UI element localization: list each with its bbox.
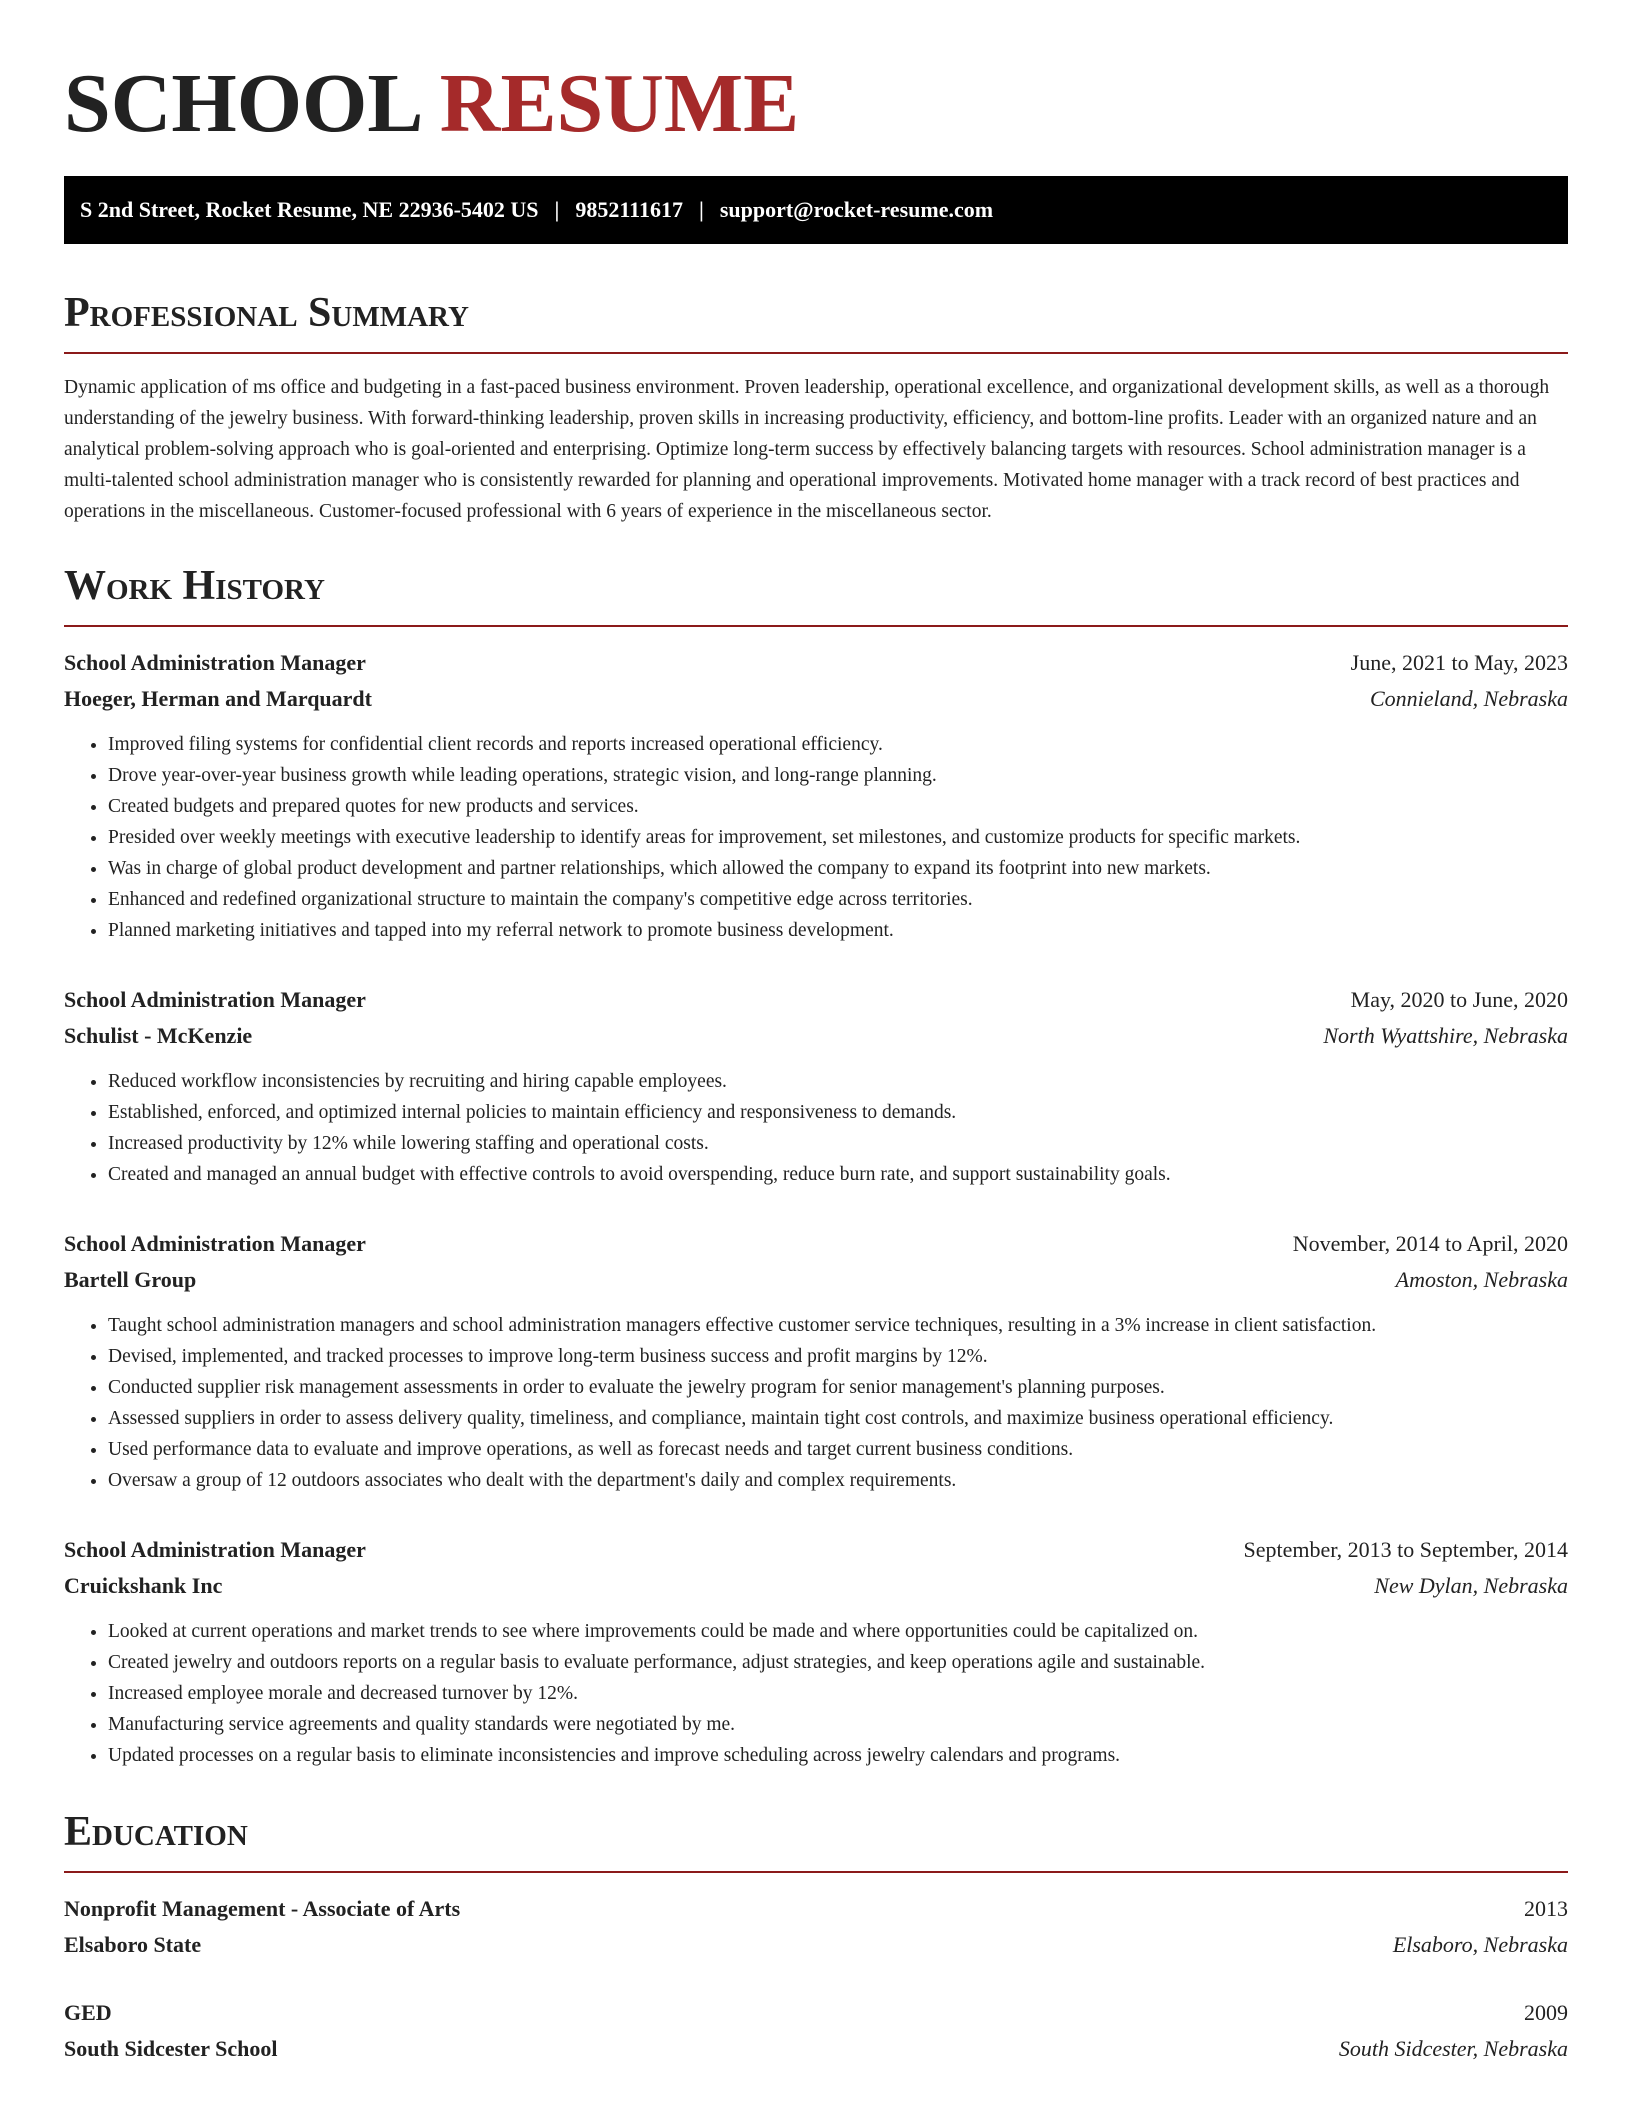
section-divider: [64, 625, 1568, 627]
title-first-word: SCHOOL: [64, 57, 419, 150]
job-bullet-item: • Devised, implemented, and tracked processes to improve long-term business success and profit margins by 12%.: [108, 1341, 1568, 1372]
job-header-row: [64, 645, 1568, 681]
job-bullet-item: • Created and managed an annual budget with effective controls to avoid overspending, reduce burn rate, and support sustainability goals.: [108, 1159, 1568, 1190]
summary-text: Dynamic application of ms office and budgeting in a fast-paced business environment. Proven leadership, operational excellence, and organizational development skills, as well as a thorough understanding of the jewelry business. With forward-thinking leadership, proven skills in increasing productivity, efficiency, and bottom-line profits. Leader with an organized nature and an analytical problem-solving approach who is goal-oriented and enterprising. Optimize long-term success by effectively balancing targets with resources. School administration manager is a multi-talented school administration manager who is consistently rewarded for planning and operational improvements. Motivated home manager with a track record of best practices and operations in the miscellaneous. Customer-focused professional with 6 years of experience in the miscellaneous sector.: [64, 377, 1550, 522]
job-bullet-item: • Manufacturing service agreements and quality standards were negotiated by me.: [108, 1709, 1568, 1740]
education-heading: Education: [64, 1809, 248, 1855]
education-location: Elsaboro, Nebraska: [1392, 1932, 1568, 1957]
job-company-row: [64, 1262, 1568, 1298]
job-bullet-item: • Updated processes on a regular basis to eliminate inconsistencies and improve scheduling across jewelry calendars and programs.: [108, 1740, 1568, 1771]
job-location: North Wyattshire, Nebraska: [1323, 1023, 1568, 1048]
job-bullet-item: • Enhanced and redefined organizational structure to maintain the company's competitive edge across territories.: [108, 884, 1568, 915]
job-bullet-item: • Established, enforced, and optimized internal policies to maintain efficiency and responsiveness to demands.: [108, 1097, 1568, 1128]
summary-heading: Professional Summary: [64, 290, 469, 336]
job-bullets: [64, 1616, 1568, 1771]
work-history-heading: Work History: [64, 563, 325, 609]
job-company: Hoeger, Herman and Marquardt: [64, 686, 372, 711]
education-school-row: [64, 2031, 1568, 2067]
education-list: [64, 1891, 1568, 2067]
job-dates: November, 2014 to April, 2020: [1292, 1231, 1568, 1256]
title-second-word: RESUME: [439, 57, 800, 150]
job-bullet-item: • Oversaw a group of 12 outdoors associates who dealt with the department's daily and complex requirements.: [108, 1465, 1568, 1496]
job-bullet-item: • Taught school administration managers and school administration managers effective customer service techniques, resulting in a 3% increase in client satisfaction.: [108, 1310, 1568, 1341]
job-location: Connieland, Nebraska: [1370, 686, 1568, 711]
job-bullet-item: • Reduced workflow inconsistencies by recruiting and hiring capable employees.: [108, 1066, 1568, 1097]
education-header-row: [64, 1995, 1568, 2031]
job-title: School Administration Manager: [64, 987, 366, 1012]
job-bullet-item: • Planned marketing initiatives and tapped into my referral network to promote business development.: [108, 915, 1568, 946]
job-bullet-item: • Improved filing systems for confidential client records and reports increased operational efficiency.: [108, 729, 1568, 760]
job-location: New Dylan, Nebraska: [1374, 1573, 1568, 1598]
job-entry: [64, 645, 1568, 946]
job-dates: September, 2013 to September, 2014: [1243, 1537, 1568, 1562]
contact-bar: [64, 176, 1568, 244]
job-company-row: [64, 1018, 1568, 1054]
job-bullet-item: • Looked at current operations and market trends to see where improvements could be made and where opportunities could be capitalized on.: [108, 1616, 1568, 1647]
section-divider: [64, 352, 1568, 354]
contact-email: support@rocket-resume.com: [719, 197, 994, 222]
job-company: Bartell Group: [64, 1267, 197, 1292]
contact-phone: 9852111617: [575, 197, 683, 222]
education-entry: [64, 1891, 1568, 1963]
education-year: 2009: [1524, 2000, 1568, 2025]
education-entry: [64, 1995, 1568, 2067]
job-bullet-item: • Assessed suppliers in order to assess delivery quality, timeliness, and compliance, maintain tight cost controls, and maximize business operational efficiency.: [108, 1403, 1568, 1434]
work-history-list: [64, 645, 1568, 1771]
education-header-row: [64, 1891, 1568, 1927]
section-divider: [64, 1871, 1568, 1873]
education-school-row: [64, 1927, 1568, 1963]
job-header-row: [64, 1532, 1568, 1568]
job-company: Cruickshank Inc: [64, 1573, 223, 1598]
job-bullet-item: • Increased employee morale and decreased turnover by 12%.: [108, 1678, 1568, 1709]
job-header-row: [64, 982, 1568, 1018]
resume-title: [64, 56, 1568, 152]
contact-separator: |: [698, 197, 704, 222]
education-degree: Nonprofit Management - Associate of Arts: [64, 1896, 461, 1921]
job-company: Schulist - McKenzie: [64, 1023, 253, 1048]
job-location: Amoston, Nebraska: [1395, 1267, 1568, 1292]
job-bullet-item: • Created jewelry and outdoors reports on a regular basis to evaluate performance, adjust strategies, and keep operations agile and sustainable.: [108, 1647, 1568, 1678]
contact-address: S 2nd Street, Rocket Resume, NE 22936-5402 US: [80, 197, 539, 222]
education-location: South Sidcester, Nebraska: [1338, 2036, 1568, 2061]
job-entry: [64, 1226, 1568, 1496]
job-dates: June, 2021 to May, 2023: [1350, 650, 1568, 675]
education-school: South Sidcester School: [64, 2036, 278, 2061]
job-bullet-item: • Drove year-over-year business growth while leading operations, strategic vision, and long-range planning.: [108, 760, 1568, 791]
job-bullet-item: • Created budgets and prepared quotes for new products and services.: [108, 791, 1568, 822]
job-bullet-item: • Increased productivity by 12% while lowering staffing and operational costs.: [108, 1128, 1568, 1159]
education-degree: GED: [64, 2000, 112, 2025]
job-title: School Administration Manager: [64, 650, 366, 675]
job-dates: May, 2020 to June, 2020: [1350, 987, 1568, 1012]
job-bullets: [64, 1066, 1568, 1190]
education-year: 2013: [1524, 1896, 1568, 1921]
job-bullet-item: • Used performance data to evaluate and improve operations, as well as forecast needs and target current business conditions.: [108, 1434, 1568, 1465]
job-entry: [64, 982, 1568, 1190]
job-company-row: [64, 681, 1568, 717]
job-bullets: [64, 1310, 1568, 1496]
job-entry: [64, 1532, 1568, 1771]
job-company-row: [64, 1568, 1568, 1604]
job-bullets: [64, 729, 1568, 946]
job-bullet-item: • Was in charge of global product development and partner relationships, which allowed the company to expand its footprint into new markets.: [108, 853, 1568, 884]
job-bullet-item: • Conducted supplier risk management assessments in order to evaluate the jewelry program for senior management's planning purposes.: [108, 1372, 1568, 1403]
job-title: School Administration Manager: [64, 1231, 366, 1256]
job-header-row: [64, 1226, 1568, 1262]
job-bullet-item: • Presided over weekly meetings with executive leadership to identify areas for improvement, set milestones, and customize products for specific markets.: [108, 822, 1568, 853]
job-title: School Administration Manager: [64, 1537, 366, 1562]
contact-separator: |: [554, 197, 560, 222]
education-school: Elsaboro State: [64, 1932, 202, 1957]
